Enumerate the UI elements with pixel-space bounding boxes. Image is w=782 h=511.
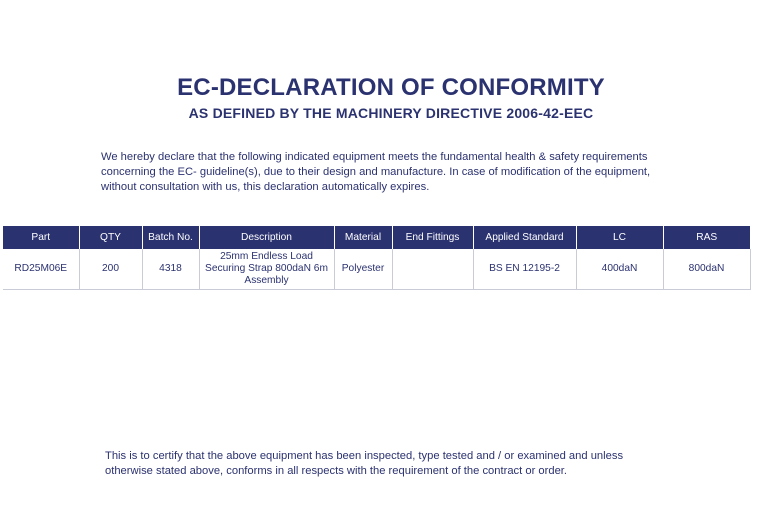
intro-paragraph — [101, 150, 721, 195]
cell-part: RD25M06E — [3, 249, 79, 290]
header-applied-standard: Applied Standard — [473, 226, 576, 249]
cell-end-fittings — [392, 249, 473, 290]
certification-paragraph — [105, 449, 725, 479]
header-part: Part — [3, 226, 79, 249]
intro-line: We hereby declare that the following indicated equipment meets the fundamental health & safety requirements — [101, 151, 648, 163]
header-end-fittings: End Fittings — [392, 226, 473, 249]
header-description: Description — [199, 226, 334, 249]
intro-line: without consultation with us, this declaration automatically expires. — [101, 181, 430, 193]
equipment-table — [3, 226, 751, 290]
intro-line: concerning the EC- guideline(s), due to their design and manufacture. In case of modification of the equipment, — [101, 166, 651, 178]
cell-qty: 200 — [79, 249, 142, 290]
cell-applied-standard: BS EN 12195-2 — [473, 249, 576, 290]
header-material: Material — [334, 226, 392, 249]
cell-description: 25mm Endless Load Securing Strap 800daN 6m Assembly — [199, 249, 334, 290]
cell-ras: 800daN — [663, 249, 750, 290]
header-batch-no: Batch No. — [142, 226, 199, 249]
cell-material: Polyester — [334, 249, 392, 290]
document-title: EC-DECLARATION OF CONFORMITY — [177, 74, 605, 101]
header-qty: QTY — [79, 226, 142, 249]
document-subtitle: AS DEFINED BY THE MACHINERY DIRECTIVE 2006-42-EEC — [188, 105, 594, 121]
header-ras: RAS — [663, 226, 750, 249]
table-row — [3, 249, 750, 290]
footer-line: This is to certify that the above equipment has been inspected, type tested and / or examined and unless — [105, 450, 624, 462]
table-header-row — [3, 226, 750, 249]
header-lc: LC — [576, 226, 663, 249]
cell-batch-no: 4318 — [142, 249, 199, 290]
cell-lc: 400daN — [576, 249, 663, 290]
footer-line: otherwise stated above, conforms in all respects with the requirement of the contract or order. — [105, 465, 568, 477]
